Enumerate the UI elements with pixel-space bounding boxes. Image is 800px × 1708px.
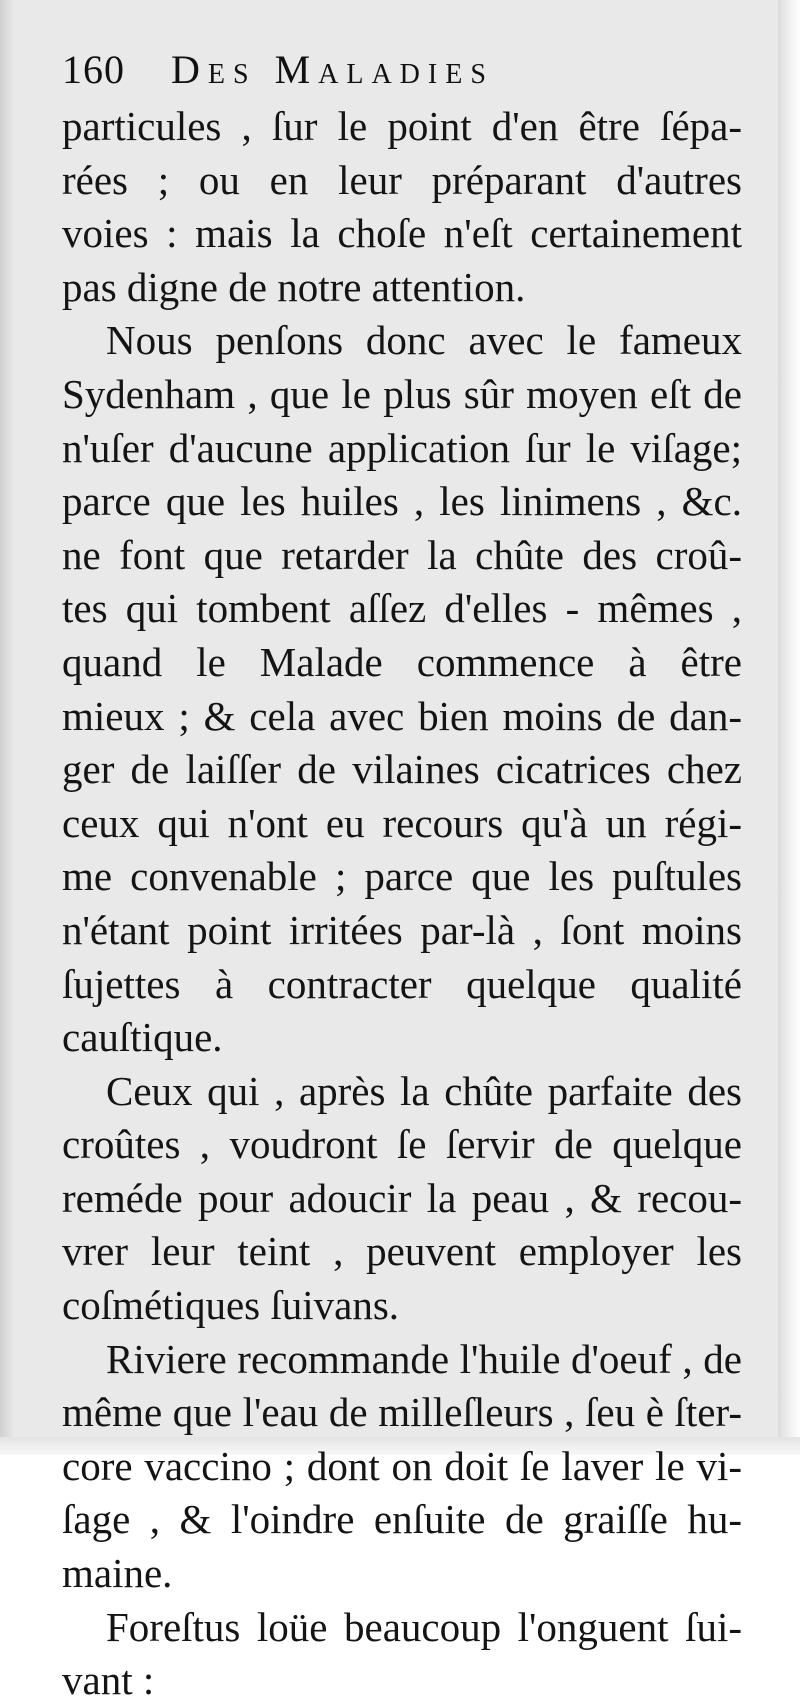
text-line: quand le Malade commence à être [62, 638, 742, 685]
text-line: ceux qui n'ont eu recours qu'à un régi- [62, 799, 742, 846]
text-line: ſage , & l'oindre enſuite de graiſſe hu- [62, 1496, 742, 1543]
running-title: Des Maladies [171, 47, 494, 92]
text-line: mieux ; & cela avec bien moins de dan- [62, 692, 742, 739]
text-line: croûtes , voudront ſe ſervir de quelque [62, 1121, 742, 1168]
text-line: voies : mais la choſe n'eſt certainement [62, 210, 742, 257]
paragraph-start-line: Riviere recommande l'huile d'oeuf , de [106, 1335, 742, 1382]
text-line: n'uſer d'aucune application ſur le viſage; [62, 424, 742, 471]
text-line: particules , ſur le point d'en être ſépa- [62, 103, 742, 149]
text-line: vant : [62, 1657, 155, 1704]
text-line: rées ; ou en leur préparant d'autres [62, 156, 742, 203]
text-line: reméde pour adoucir la peau , & recou- [62, 1174, 742, 1221]
text-line: parce que les huiles , les linimens , &c. [62, 478, 742, 525]
text-line: ſujettes à contracter quelque qualité [62, 960, 742, 1007]
text-line: ne font que retarder la chûte des croû- [62, 531, 742, 578]
text-line: core vaccino ; dont on doit ſe laver le vi- [62, 1442, 742, 1489]
paragraph-start-line: Foreſtus loüe beaucoup l'onguent ſui- [106, 1603, 742, 1650]
text-line: pas digne de notre attention. [62, 263, 526, 310]
text-line: ger de laiſſer de vilaines cicatrices chez [62, 746, 742, 793]
page-left-edge [0, 0, 14, 1455]
page-right-edge [778, 0, 800, 1455]
page-header [62, 46, 762, 98]
paragraph-start-line: Nous penſons donc avec le fameux [106, 317, 742, 364]
text-line: tes qui tombent aſſez d'elles - mêmes , [62, 585, 742, 632]
text-line: vrer leur teint , peuvent employer les [62, 1228, 742, 1275]
text-line: cauſtique. [62, 1014, 223, 1061]
text-line: n'étant point irritées par-là , ſont moins [62, 906, 742, 953]
text-line: me convenable ; parce que les puſtules [62, 853, 742, 900]
text-line: Sydenham , que le plus sûr moyen eſt de [62, 370, 742, 417]
body-text [62, 100, 742, 1708]
text-line: maine. [62, 1550, 173, 1597]
text-line: même que l'eau de milleſleurs , ſeu è ſter- [62, 1389, 742, 1436]
paragraph-start-line: Ceux qui , après la chûte parfaite des [106, 1067, 742, 1114]
text-line: coſmétiques ſuivans. [62, 1282, 400, 1329]
page-number: 160 [62, 47, 125, 92]
